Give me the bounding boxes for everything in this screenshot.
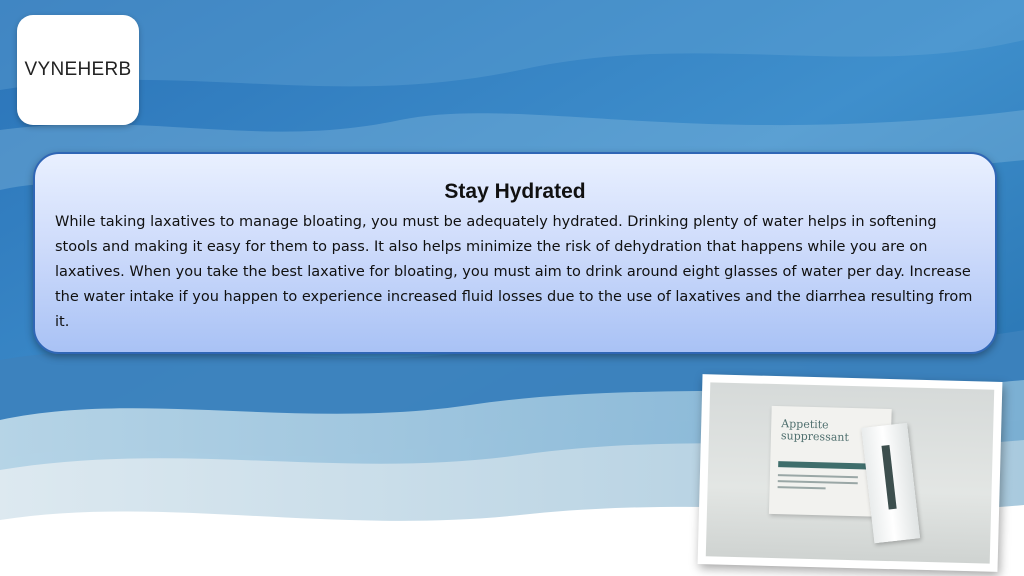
- brand-logo-text: VYNEHERB: [24, 59, 132, 80]
- package-title: Appetite suppressant: [780, 417, 850, 444]
- product-sachet: [861, 423, 920, 543]
- section-body-text: While taking laxatives to manage bloating, you must be adequately hydrated. Drinking plenty of water helps in softening stools and making it easy for them to pass. It also helps minimize the risk of dehydration that happens while you are on laxatives. When you take the best laxative for bloating, you must aim to drink around eight glasses of water per day. Increase the water intake if you happen to experience increased fluid losses due to the use of laxatives and the diarrhea resulting from it.: [55, 214, 973, 330]
- section-heading: Stay Hydrated: [444, 180, 586, 203]
- sachet-stripe: [881, 445, 896, 509]
- brand-logo-card: [17, 15, 139, 125]
- product-photo-inner: [706, 382, 994, 563]
- package-fine-print: [777, 474, 857, 494]
- content-panel: [33, 152, 997, 354]
- product-photo: [698, 374, 1003, 572]
